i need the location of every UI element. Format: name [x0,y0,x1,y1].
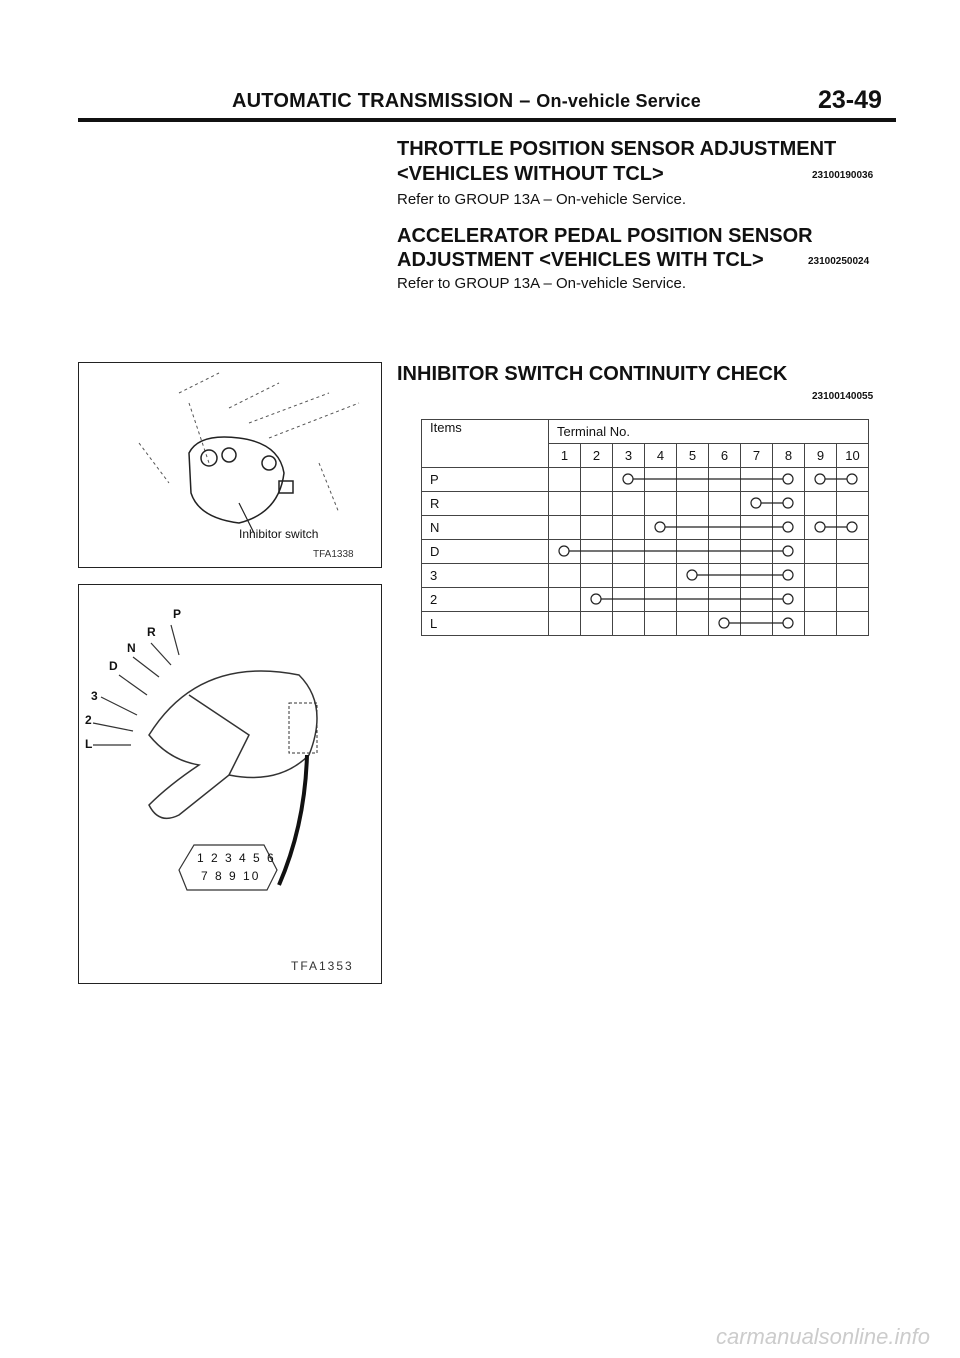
continuity-terminal-marker [847,522,857,532]
terminal-number: 9 [805,444,837,468]
continuity-terminal-marker [559,546,569,556]
continuity-terminal-marker [719,618,729,628]
inhibitor-heading: INHIBITOR SWITCH CONTINUITY CHECK [397,363,788,385]
continuity-terminal-marker [623,474,633,484]
continuity-terminal-marker [783,474,793,484]
pos-label-n: N [127,641,136,655]
inhibitor-code: 23100140055 [812,391,874,402]
pos-label-3: 3 [91,689,98,703]
terminal-number: 6 [709,444,741,468]
watermark: carmanualsonline.info [715,1324,930,1349]
pos-label-d: D [109,659,118,673]
items-header: Items [422,420,549,468]
apps-code: 23100250024 [808,256,870,267]
terminal-number: 8 [773,444,805,468]
continuity-terminal-marker [655,522,665,532]
row-item-label: L [422,612,549,636]
row-item-label: N [422,516,549,540]
selector-illustration [79,585,380,982]
continuity-terminal-marker [751,498,761,508]
continuity-terminal-marker [783,522,793,532]
figure-selector-connector [78,584,382,984]
continuity-terminal-marker [815,522,825,532]
terminal-header: Terminal No. [549,420,869,444]
row-item-label: D [422,540,549,564]
terminal-number: 4 [645,444,677,468]
apps-body: Refer to GROUP 13A – On-vehicle Service. [397,275,687,292]
terminal-number: 7 [741,444,773,468]
row-item-label: P [422,468,549,492]
header-subtitle: On-vehicle Service [536,91,701,111]
continuity-terminal-marker [687,570,697,580]
inhibitor-switch-label: Inhibitor switch [239,527,319,541]
continuity-terminal-marker [591,594,601,604]
row-item-label: 3 [422,564,549,588]
tps-heading-line1: THROTTLE POSITION SENSOR ADJUSTMENT [397,138,837,160]
apps-heading-line2: ADJUSTMENT <VEHICLES WITH TCL> [397,249,764,271]
continuity-terminal-marker [847,474,857,484]
connector-row2: 7 8 9 10 [201,869,261,883]
row-item-label: 2 [422,588,549,612]
tps-heading-line2: <VEHICLES WITHOUT TCL> [397,163,664,185]
header-title: AUTOMATIC TRANSMISSION [232,90,514,112]
pos-label-2: 2 [85,713,92,727]
continuity-terminal-marker [815,474,825,484]
page-number: 23-49 [818,86,882,114]
header-dash: – [519,90,531,112]
terminal-number: 10 [837,444,869,468]
pos-label-r: R [147,625,156,639]
pos-label-l: L [85,737,93,751]
row-item-label: R [422,492,549,516]
continuity-terminal-marker [783,546,793,556]
continuity-table-wrapper [421,419,869,636]
header-rule [78,118,896,122]
fig1-code: TFA1338 [313,549,354,560]
connector-row1: 1 2 3 4 5 6 [197,851,276,865]
figure-inhibitor-switch [78,362,382,568]
inhibitor-switch-illustration [79,363,380,566]
pos-label-p: P [173,607,182,621]
continuity-terminal-marker [783,594,793,604]
running-header [232,90,701,113]
continuity-terminal-marker [783,570,793,580]
apps-heading-line1: ACCELERATOR PEDAL POSITION SENSOR [397,225,813,247]
continuity-terminal-marker [783,498,793,508]
continuity-terminal-marker [783,618,793,628]
terminal-number: 5 [677,444,709,468]
terminal-number: 1 [549,444,581,468]
terminal-number: 2 [581,444,613,468]
terminal-number: 3 [613,444,645,468]
tps-code: 23100190036 [812,170,874,181]
continuity-connections [421,419,869,636]
fig2-code: TFA1353 [291,959,354,973]
tps-body: Refer to GROUP 13A – On-vehicle Service. [397,191,687,208]
